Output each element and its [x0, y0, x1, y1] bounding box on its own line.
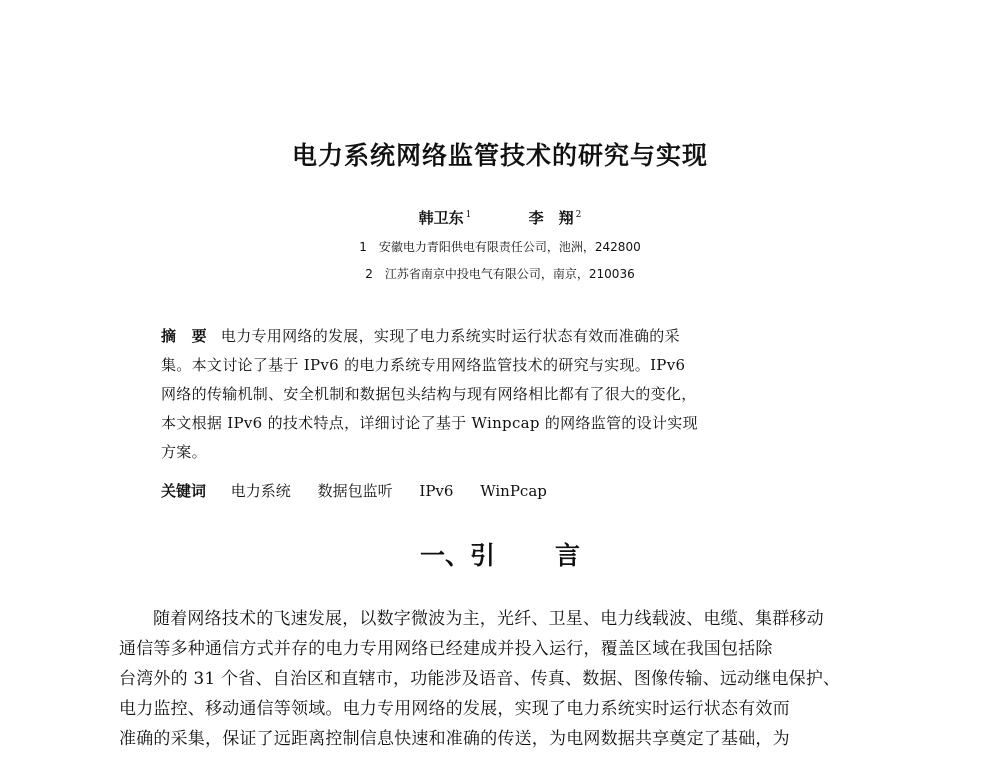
body-line: 台湾外的 31 个省、自治区和直辖市，功能涉及语音、传真、数据、图像传输、远动继电保护、	[119, 669, 841, 689]
section-heading-suffix: 言	[555, 541, 581, 570]
keyword: 数据包监听	[317, 482, 393, 500]
affiliation-number: 2	[365, 267, 373, 281]
abstract-line: 集。本文讨论了基于 IPv6 的电力系统专用网络监管技术的研究与实现。IPv6	[161, 356, 686, 374]
abstract-label: 摘 要	[161, 327, 207, 345]
author-2	[529, 207, 582, 228]
abstract	[161, 322, 849, 467]
keyword: 电力系统	[230, 482, 291, 500]
section-heading	[0, 536, 1000, 572]
author-list	[0, 207, 1000, 228]
author-name: 李 翔	[528, 209, 574, 227]
affiliation-text: 安徽电力青阳供电有限责任公司，池洲，242800	[378, 240, 641, 254]
author-affiliation-marker: 1	[465, 210, 472, 220]
abstract-line: 本文根据 IPv6 的技术特点，详细讨论了基于 Winpcap 的网络监管的设计实现	[161, 414, 698, 432]
body-line: 电力监控、移动通信等领域。电力专用网络的发展，实现了电力系统实时运行状态有效而	[119, 699, 790, 719]
author-name: 韩卫东	[418, 209, 464, 227]
keyword: IPv6	[419, 482, 454, 500]
keywords	[161, 480, 569, 501]
author-1	[419, 207, 472, 228]
affiliation-number: 1	[359, 240, 367, 254]
body-line: 通信等多种通信方式并存的电力专用网络已经建成并投入运行，覆盖区域在我国包括除	[119, 639, 773, 659]
abstract-line: 方案。	[161, 443, 207, 461]
body-line: 随着网络技术的飞速发展，以数字微波为主，光纤、卫星、电力线载波、电缆、集群移动	[153, 609, 824, 629]
abstract-line: 网络的传输机制、安全机制和数据包头结构与现有网络相比都有了很大的变化，	[161, 385, 697, 403]
author-affiliation-marker: 2	[575, 210, 582, 220]
affiliation-text: 江苏省南京中投电气有限公司，南京，210036	[384, 267, 635, 281]
body-paragraph	[119, 604, 885, 754]
keyword: WinPcap	[480, 482, 547, 500]
abstract-line	[161, 322, 849, 351]
paper-title: 电力系统网络监管技术的研究与实现	[291, 141, 708, 170]
section-heading-prefix: 一、引	[419, 541, 495, 570]
abstract-text: 电力专用网络的发展，实现了电力系统实时运行状态有效而准确的采	[220, 327, 680, 345]
affiliation-1	[0, 238, 1000, 255]
keywords-label: 关键词	[161, 482, 207, 500]
body-line: 准确的采集，保证了远距离控制信息快速和准确的传送，为电网数据共享奠定了基础，为	[119, 729, 790, 749]
affiliation-2	[0, 265, 1000, 282]
